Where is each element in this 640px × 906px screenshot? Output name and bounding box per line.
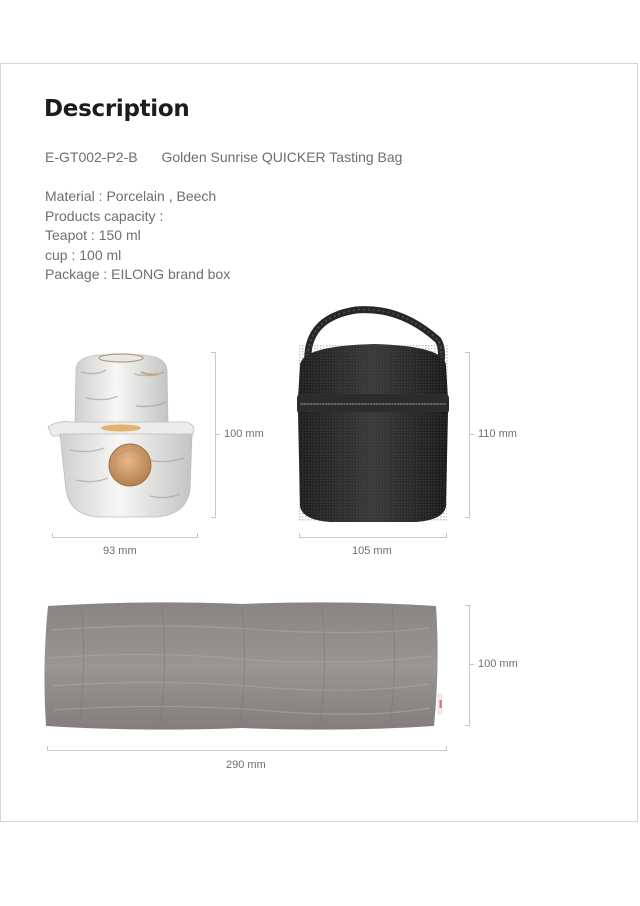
- product-name: Golden Sunrise QUICKER Tasting Bag: [161, 149, 403, 165]
- bag-height-tick-mid: [469, 434, 474, 435]
- cloth-height-label: 100 mm: [478, 658, 518, 670]
- spec-capacity-heading: Products capacity :: [45, 207, 164, 224]
- bag-height-tick-bottom: [465, 517, 470, 518]
- cloth-height-tick-bottom: [465, 725, 470, 726]
- cloth-height-line: [469, 605, 470, 726]
- teapot-height-tick-mid: [215, 434, 220, 435]
- cloth-width-label: 290 mm: [226, 759, 266, 771]
- teapot-image: [46, 350, 196, 522]
- teapot-height-label: 100 mm: [224, 428, 264, 440]
- product-subtitle: [45, 149, 402, 165]
- cloth-width-tick-left: [47, 746, 48, 751]
- spec-teapot-capacity: Teapot : 150 ml: [45, 227, 141, 244]
- bag-width-line: [299, 537, 447, 538]
- spec-cup-capacity: cup : 100 ml: [45, 246, 122, 263]
- bag-width-label: 105 mm: [352, 545, 392, 557]
- bag-width-tick-right: [446, 533, 447, 538]
- product-sku: E-GT002-P2-B: [45, 149, 138, 165]
- tea-towel-image: [42, 600, 442, 732]
- cloth-height-tick-top: [465, 605, 470, 606]
- section-title: Description: [44, 96, 190, 122]
- spec-material: Material : Porcelain , Beech: [45, 188, 217, 204]
- bag-height-tick-top: [465, 352, 470, 353]
- bag-height-line: [469, 352, 470, 518]
- teapot-width-tick-right: [197, 533, 198, 538]
- bag-height-label: 110 mm: [478, 428, 517, 440]
- teapot-height-tick-bottom: [211, 517, 216, 518]
- teapot-height-line: [215, 352, 216, 518]
- spec-package: Package : EILONG brand box: [45, 266, 231, 283]
- bag-width-tick-left: [299, 533, 300, 538]
- cloth-width-tick-right: [446, 746, 447, 751]
- teapot-height-tick-top: [211, 352, 216, 353]
- carry-bag-image: [296, 306, 450, 526]
- spec-list: [45, 187, 230, 285]
- cloth-height-tick-mid: [469, 664, 474, 665]
- teapot-width-tick-left: [52, 533, 53, 538]
- teapot-width-label: 93 mm: [103, 545, 137, 557]
- teapot-width-line: [52, 537, 198, 538]
- cloth-width-line: [47, 750, 447, 751]
